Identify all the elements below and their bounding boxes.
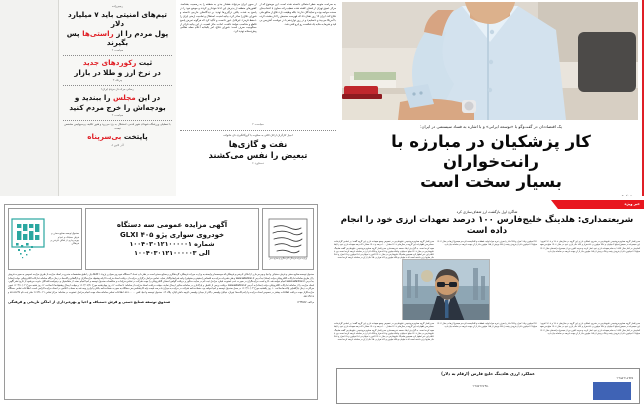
- special-kicker: شاگردِ اول بازگشت ارز شفاف‌سازی کرد: [456, 210, 518, 214]
- teaser-head-part: بودجه‌اش را خرج مردم کنید: [69, 102, 166, 112]
- special-lower-left: مدیرعامل گروه صنایع پتروشیمی خلیج‌فارس در تشریح عملکرد ارزی این گروه در سال‌های ۱۴۰۲ و ۱۴۰۳ افزود: این مجموعه در مجموع مبلغ ۴ میلیارد و ۷۴۲ میلیون و ۲۵۰ هزار و ۲۹۹ دلار ارزی خود در سال ۱۴۰۳ مبلغ می‌تعهد کمابیش در کنار سال ۱۳۹۷ به تمام تعهدات ارزی خود عمل کرده و موجه اکنون نیز از مجموع درآمدهای سال ۱۴۰۴ مبلغ ۱۶۹ میلیون دلار از فروش رفته و بانک و بیش از ۱۳۵ میلیون دلار از آن جهت عرضه در سامانه نیاز دارد.: [540, 322, 640, 335]
- lead-headline-line2: بسیار سخت است: [420, 172, 562, 191]
- teaser-head-part: پول مردم را از: [113, 28, 169, 38]
- special-col-right: مدیرعامل گروه صنایع پتروشیمی خلیج‌فارس در خصوص وضع تعهدات ارزی این گروه گفت: بر اساس گزارشات حسابرسی اظهارات این گروه در سال‌های ۱۴۰۳ معادل ۱۰۰ درصد و ۱۴۰۲ معادل ۹۹ درصد تعهدات ارزی خود را ایفا تعهد کرده است. به گزارش ایلنا، محمد شریعتمداری مدیرعامل گروه صنایع پتروشیمی خلیج‌فارس گفت هلدینگ خلیج‌فارس در سال ۱۴۰۳ مبلغ ۲ میلیارد و ۲۸۵ میلیون و ۲۱۸ هزار و ۹۴۵ دلار ارز در سامانه عرضه کرده است. وی با اعلام این خبر اظهار کرد همچنین هلدینگ خلیج‌فارس در سال ۱۴۰۲ اکنون ۲ میلیارد و ۴۲۱ میلیون و ۱۴۲ هزار و ۴۳۳ دلار منابع ارزی داشته است که ۲ میلیارد و ۲۷۵ میلیون و ۲۶۹ هزار و ۴۵۰ دلار از آن در سامانه عرضه کرده است.: [334, 240, 434, 260]
- teaser-headline: [63, 58, 172, 76]
- teaser-head-highlight: مجلس: [112, 93, 136, 103]
- fund-logo-block: [8, 208, 82, 270]
- lead-headline-line1: کار پزشکیان در مبارزه با رانت‌خواران: [391, 132, 591, 171]
- teaser-head-highlight: رکوردهای جدید: [82, 58, 137, 68]
- ministry-seal: [262, 208, 314, 270]
- special-lower-mid: ۴۴۱ میلیون و ۱۱۸ هزار و ۹۹۴ دلار را صرف خرید مواد اولیه، قطعات و کاتالیست کرده و مجموع آن‌ها در سال ۱۴۰۴ مبلغ ۱۶۹ میلیون دلار از فروش رفته را بانک وبیش از ۱۳۵ میلیون دلار از آن جهت عرضه در سامانه نیاز دارد.: [437, 322, 537, 329]
- lead-text: [344, 124, 638, 198]
- teaser-head-highlight: راستی‌ها: [82, 28, 114, 38]
- special-col-mid: ۴۴۱ میلیون و ۱۱۸ هزار و ۹۹۴ دلار را صرف خرید مواد اولیه، قطعات و کاتالیست کرده و مجموع آن‌ها در سال ۱۴۰۴ مبلغ ۱۶۹ میلیون دلار از فروش رفته را بانک وبیش از ۱۳۵ میلیون دلار از آن جهت عرضه در سامانه نیاز دارد.: [437, 240, 537, 247]
- lead-kicker: یک اقتصاددان در گفت‌وگو با «توسعه ایرانی» و با اشاره به فساد سیستمی در ایران:: [420, 124, 562, 129]
- secondary-headline: [180, 139, 336, 160]
- handicraft-fund-logo-icon: [11, 218, 45, 260]
- teaser-kicker: رسانی حرف دل مردم ایران!: [101, 87, 134, 92]
- teaser-head-part: در این: [135, 93, 161, 103]
- teaser-kicker: با تعطیلی ورزشگاه شهدای شهر قدس، استقلال به یزد می‌رود و هنوز تکلیف پرسپولیس مشخص نیست: [64, 122, 171, 130]
- teaser-head-part: در نرخ ارز و طلا در بازار: [74, 67, 161, 77]
- teaser-head-part: تیم‌های امنیتی باید ۷ میلیارد دلار: [68, 10, 167, 29]
- secondary-kicker: اجبار کارگران ارکان ثالثی به سکوت با گروگانگیری نان خانواده: [223, 133, 293, 137]
- chart-bar-0: [593, 382, 631, 400]
- ad-reference-code: م الف ۱۲۳۴۵۶۷: [296, 301, 314, 305]
- special-badge-row: [330, 198, 644, 209]
- chart-value-label-1: ۲٬۲۷۵٬۲۶۹٬۴۵۰: [472, 385, 489, 388]
- teaser-kicker: رجبی‌زاده: [112, 4, 123, 8]
- teaser-item[interactable]: [63, 55, 172, 85]
- middle-body-columns: [180, 3, 336, 121]
- ad-title-line2: خودروی سواری پژو ۴۰۵ GLXI: [119, 231, 225, 240]
- ad-header-row: [8, 208, 314, 270]
- teaser-headline: [63, 132, 172, 141]
- special-lower-right: مدیرعامل گروه صنایع پتروشیمی خلیج‌فارس در خصوص وضع تعهدات ارزی این گروه گفت: بر اساس گزارشات حسابرسی اظهارات این گروه در سال‌های ۱۴۰۳ معادل ۱۰۰ درصد و ۱۴۰۲ معادل ۹۹ درصد تعهدات ارزی خود را ایفا تعهد کرده است. به گزارش ایلنا، محمد شریعتمداری مدیرعامل گروه صنایع پتروشیمی خلیج‌فارس گفت هلدینگ خلیج‌فارس در سال ۱۴۰۳ مبلغ ۲ میلیارد و ۲۸۵ میلیون و ۲۱۸ هزار و ۹۴۵ دلار ارز در سامانه عرضه کرده است. وی با اعلام این خبر اظهار کرد همچنین هلدینگ خلیج‌فارس در سال ۱۴۰۲ اکنون ۲ میلیارد و ۴۲۱ میلیون و ۱۴۲ هزار و ۴۳۳ دلار منابع ارزی داشته است که ۲ میلیارد و ۲۷۵ میلیون و ۲۶۹ هزار و ۴۵۰ دلار از آن در سامانه عرضه کرده است.: [334, 322, 434, 342]
- ad-body-text: صندوق توسعه صنایع دستی و فرش دستباف و احیا و بهره‌برداری از اماکن تاریخی و فرهنگی که موسسه‌ای وابسته به وزارت میراث فرهنگی، گردشگری و صنایع دستی است در نظر دارد تعداد ۳ دستگاه خودروی سواری پژو ۴۰۵ GLXI ذیل را طبق مشخصات مندرج در اسناد مزایده از طریق مزایده عمومی به صورت فروش را از طریق سامانه تدارکات الکترونیکی دولت (ستاد) به آدرس www.setadiran.ir و طی نشریات مزایده به اشخاص (حقیقی و حقوقی) واجد شرایط واگذار نماید. تمامی مراحل برگزاری مزایده از دریافت اسناد مزایده تا ارائه پیشنهاد مزایده‌گران و بازگشایی پاکت‌ها در زمان درگاه سامانه تدارکات الکترونیکی دولت (ستاد) به آدرس www.setadiran.ir انجام خواهد شد. لازم است مزایده‌گران در صورت عدم عضویت قبلی، مراحل ثبت نام در سایت مذکور و دریافت گواهی امضای الکترونیکی را جهت شرکت در تمامی مزایدات و مناقصات صندوق توسعه و احیا انجام دهند. از متقاضیان و درخواست‌کنندگان دعوت می‌شود از تاریخ نشر آگهی، اسناد مزایده را از سامانه تدارکات الکترونیکی دولت (ستاد) به آدرس www.setadiran.ir دریافت و پس از تکمیل و بارگذاری در سامانه مذکور ارسال نمایند. مهلت دریافت اسناد مزایده از سامانه: تا ساعت ۱۴ روز چهارشنبه مورخ ۱۴۰۳/۰۹/۲۱ و مهلت ارسال پیشنهادها تا ساعت ۱۴ روز شنبه مورخ ۱۴۰۳/۱۰/۰۲ تعیین می‌گردد. زمان بازگشایی پاکت‌ها ساعت ۱۰ روز یکشنبه مورخ ۱۴۰۳/۱۰/۰۳ در محل صندوق توسعه و احیا خواهد بود. ضمانت‌نامه شرکت در مزایده به میزان ۵ درصد قیمت پایه کارشناسی هر دستگاه به صورت ضمانت‌نامه بانکی یا واریز وجه نقد به حساب اعلامی در اسناد مزایده الزامی است. اطلاعات تماس دستگاه مزایده‌گزار جهت دریافت اطلاعات بیشتر در خصوص اسناد مزایده و ارائه پاکت‌ها: تهران، خیابان ولیعصر، بالاتر از میدان ولیعصر، کوچه دانش کیان، پلاک ۱۲، صندوق توسعه و احیا، تلفن ۸۸۹۰۰۰۰۰. اطلاعات تماس سامانه ستاد جهت انجام مراحل عضویت در سامانه: مرکز تماس ۰۲۱-۴۱۹۳۴ دفتر ثبت نام ۸۸۹۶۹۷۳۷ و ۸۵۱۹۳۷۶۸.: [8, 273, 314, 298]
- auction-advertisement[interactable]: [4, 204, 318, 400]
- teaser-page-ref: چرتکه ۳: [112, 78, 123, 83]
- middle-article-column: [176, 0, 340, 196]
- special-body-columns: [330, 237, 644, 320]
- ministry-seal-caption: وزارت میراث فرهنگی، گردشگری و صنایع دستی: [268, 257, 308, 260]
- chart-plot-area: [337, 378, 639, 400]
- teaser-item[interactable]: [63, 3, 172, 55]
- ad-title-block: [85, 208, 259, 270]
- middle-secondary-story[interactable]: [180, 130, 336, 165]
- lead-photo: [342, 2, 638, 120]
- teaser-item[interactable]: [63, 85, 172, 120]
- ad-issuer: صندوق توسعه صنایع دستی و فرش دستباف و احیا و بهره‌برداری از اماکن تاریخی و فرهنگی: [8, 300, 171, 305]
- secondary-headline-line2: تبعیض را نفس می‌کشند: [208, 149, 308, 160]
- fund-logo-caption: صندوق توسعه صنایع دستی و فرش دستباف و احیا و بهره‌برداری از اماکن تاریخی و فرهنگی: [50, 232, 79, 246]
- special-badge: [558, 200, 644, 209]
- ad-number-line1: شماره ۱۰۰۴۰۳۰۱۲۱۰۰۰۰۰۱: [129, 240, 215, 249]
- teaser-page-ref: سیاست ۲: [111, 48, 124, 53]
- lead-headline: [344, 132, 638, 192]
- ad-footer: [8, 300, 314, 304]
- chart-value-label-0: ۲٬۲۸۵٬۲۱۸٬۹۴۵: [616, 377, 633, 380]
- teaser-item[interactable]: [63, 120, 172, 149]
- ad-number-line2: الی ۱۰۰۴۰۳۰۱۲۱۰۰۰۰۰۳: [134, 249, 210, 257]
- teaser-page-ref: سیاست ۲: [111, 113, 124, 118]
- currency-performance-chart: [336, 368, 640, 404]
- middle-body-left: به صراحت متوجه خطر احتمالی دانسته شده است. این موضوع که از مرکز عمیق تهران از فضای کشته شده خطیب‌زاده معاون با انتخاب‌های سخت مواجه بوده و نمایندگان ندارند؛ بلکه وظیفه دارد دفاع از منافع ملی دفاع کند. ایران ۱۹ روز نشان داد که فهرست سنجش را اداره‌نشده کرده با آمریکا می‌بیند و «تسلیم» و در روز دوازدهم با در خواست آتش‌بس بی قید و شرط به مثابه یک شکست رو ابرو تلقی شد.: [259, 3, 336, 26]
- ad-title-line1: آگهی مزایده عمومی سه دستگاه: [116, 221, 228, 230]
- left-gray-gutter: [0, 0, 58, 196]
- lead-story[interactable]: [340, 0, 644, 196]
- middle-body-right: از سوی ایران می‌تواند هشدار جدی به منطقه را به رسمیت بشناسد. کشورهای منطقه از پذیرش این ادعا خودداری کردند و موضع خود را در پاسخ به شدت یافتن درگیری‌ها تهدید بر دیدگاه‌های خارجی دانسته و شورای دفاع را صادر کرد. بیانیه امنیت، استقلال و تمامیت ارضی ایران را «حفظ قرمز» غیرقابل عبور دانست و تأکید کرد که هرگونه تعرض پاسخ قاطع و متناسب خواهد داشت. امانت حائز اهمیت در این بیانیه فراتر از محکومیت صرف است: شورای دفاع، امر یکجانبه اعلام حمله نظامی پیش‌دستانه تهدید کرد.: [180, 3, 257, 34]
- secondary-page-ref: دستاورد ۶: [252, 161, 264, 166]
- teaser-page-ref: آذر لاتین ۸: [111, 142, 124, 147]
- middle-page-ref: سیاست ۲: [252, 122, 264, 126]
- secondary-headline-line1: نفت و گازی‌ها: [228, 139, 288, 150]
- special-photo: [402, 259, 490, 320]
- teaser-head-part: پایتخت: [121, 132, 148, 141]
- badge-triangle-icon: [551, 200, 558, 209]
- teaser-head-part: ثبت: [136, 58, 153, 68]
- chart-title: عملکرد ارزی هلدینگ خلیج فارس (ارقام به دلار): [441, 371, 535, 376]
- special-lower-columns: [330, 320, 644, 348]
- special-col-left: مدیرعامل گروه صنایع پتروشیمی خلیج‌فارس در تشریح عملکرد ارزی این گروه در سال‌های ۱۴۰۲ و ۱۴۰۳ افزود: این مجموعه در مجموع مبلغ ۴ میلیارد و ۷۴۲ میلیون و ۲۵۰ هزار و ۲۹۹ دلار ارزی خود در سال ۱۴۰۳ مبلغ می‌تعهد کمابیش در کنار سال ۱۳۹۷ به تمام تعهدات ارزی خود عمل کرده و موجه اکنون نیز از مجموع درآمدهای سال ۱۴۰۴ مبلغ ۱۶۹ میلیون دلار از فروش رفته و بانک و بیش از ۱۳۵ میلیون دلار از آن جهت عرضه در سامانه نیاز دارد.: [540, 240, 640, 253]
- special-headline: شریعتمداری: هلدینگ خلیج‌فارس ۱۰۰ درصد تعهدات ارزی خود را انجام داده است: [340, 215, 634, 236]
- teaser-headline: [63, 93, 172, 111]
- teaser-head-part: را ببندید و: [74, 93, 113, 103]
- teaser-headline: [63, 10, 172, 47]
- special-badge-label: خبر ویژه: [624, 202, 640, 206]
- teaser-column: [58, 0, 176, 196]
- teaser-head-part: پس بگیرند: [66, 28, 129, 47]
- teaser-head-highlight: بی‌سرپناه: [87, 132, 122, 141]
